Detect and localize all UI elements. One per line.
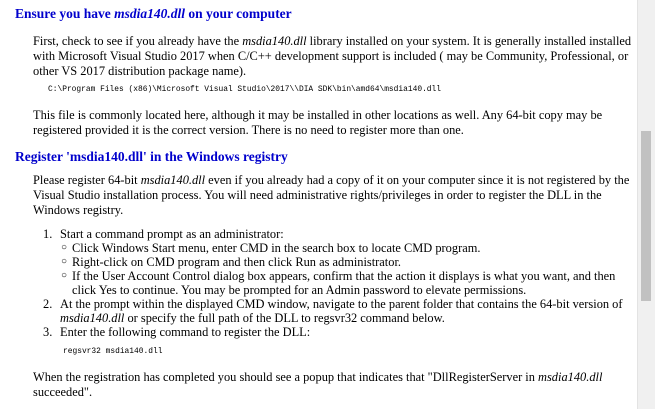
step-text: Click Windows Start menu, enter CMD in the search box to locate CMD program. (72, 241, 481, 255)
step-text: Right-click on CMD program and then click Run as administrator. (72, 255, 401, 269)
paragraph-register-info (33, 173, 633, 218)
heading-text-end: on your computer (185, 6, 292, 21)
step-text: Start a command prompt as an administrator: (60, 227, 284, 241)
section-heading-ensure (15, 6, 292, 22)
text: When the registration has completed you should see a popup that indicates that "DllRegisterServer in (33, 370, 539, 384)
step-text: or specify the full path of the DLL to regsvr32 command below. (124, 311, 445, 325)
step-text: If the User Account Control dialog box appears, confirm that the action it displays is what you want, and then click Yes to continue. You may be prompted for an Admin password to elevate permissions. (72, 269, 616, 297)
list-item: 1. Start a command prompt as an administrator: (43, 227, 284, 241)
heading-filename: msdia140.dll (114, 6, 186, 21)
steps-list (43, 227, 638, 339)
text: Please register 64-bit (33, 173, 141, 187)
heading-text: Ensure you have (15, 6, 115, 21)
list-item: 2. At the prompt within the displayed CMD window, navigate to the parent folder that contains the 64-bit version of msdia140.dll or specify the full path of the DLL to regsvr32 command below. (43, 297, 623, 325)
list-item: ○ Click Windows Start menu, enter CMD in the search box to locate CMD program. (61, 241, 481, 255)
list-item: ○ Right-click on CMD program and then click Run as administrator. (61, 255, 401, 269)
paragraph-location-note: This file is commonly located here, although it may be installed in other locations as well. Any 64-bit copy may be registered provided it is the correct version. There is no need to register more than one. (33, 108, 603, 137)
text: library installed on your system. It is generally installed installed with Microsoft Visual Studio 2017 when C/C++ development support is included ( may be Community, Professional, or other VS 2017 distribution package name). (33, 34, 632, 78)
step-text: At the prompt within the displayed CMD window, navigate to the parent folder that contains the 64-bit version of (60, 297, 623, 311)
dll-path-code: C:\Program Files (x86)\Microsoft Visual Studio\2017\\DIA SDK\bin\amd64\msdia140.dll (48, 85, 442, 94)
paragraph-success-note (33, 370, 633, 400)
filename: msdia140.dll (140, 173, 206, 187)
filename: msdia140.dll (538, 370, 603, 384)
list-item: 3. Enter the following command to register the DLL: (43, 325, 311, 339)
text: First, check to see if you already have the (33, 34, 243, 48)
vertical-scrollbar[interactable] (637, 0, 655, 409)
filename: msdia140.dll (60, 311, 125, 325)
filename: msdia140.dll (242, 34, 307, 48)
section-heading-register: Register 'msdia140.dll' in the Windows registry (15, 149, 288, 164)
paragraph-check-installed (33, 34, 633, 79)
step-text: Enter the following command to register the DLL: (60, 325, 311, 339)
text: even if you already had a copy of it on your computer since it is not registered by the Visual Studio installation process. You will need administrative rights/privileges in order to register the DLL in the Windows registry. (33, 173, 630, 217)
text: succeeded". (33, 385, 93, 399)
scrollbar-thumb[interactable] (641, 131, 651, 301)
register-command-code: regsvr32 msdia140.dll (63, 347, 163, 356)
list-item: ○ If the User Account Control dialog box appears, confirm that the action it displays is what you want, and then click Yes to continue. You may be prompted for an Admin password to elevate permissions. (61, 269, 616, 297)
